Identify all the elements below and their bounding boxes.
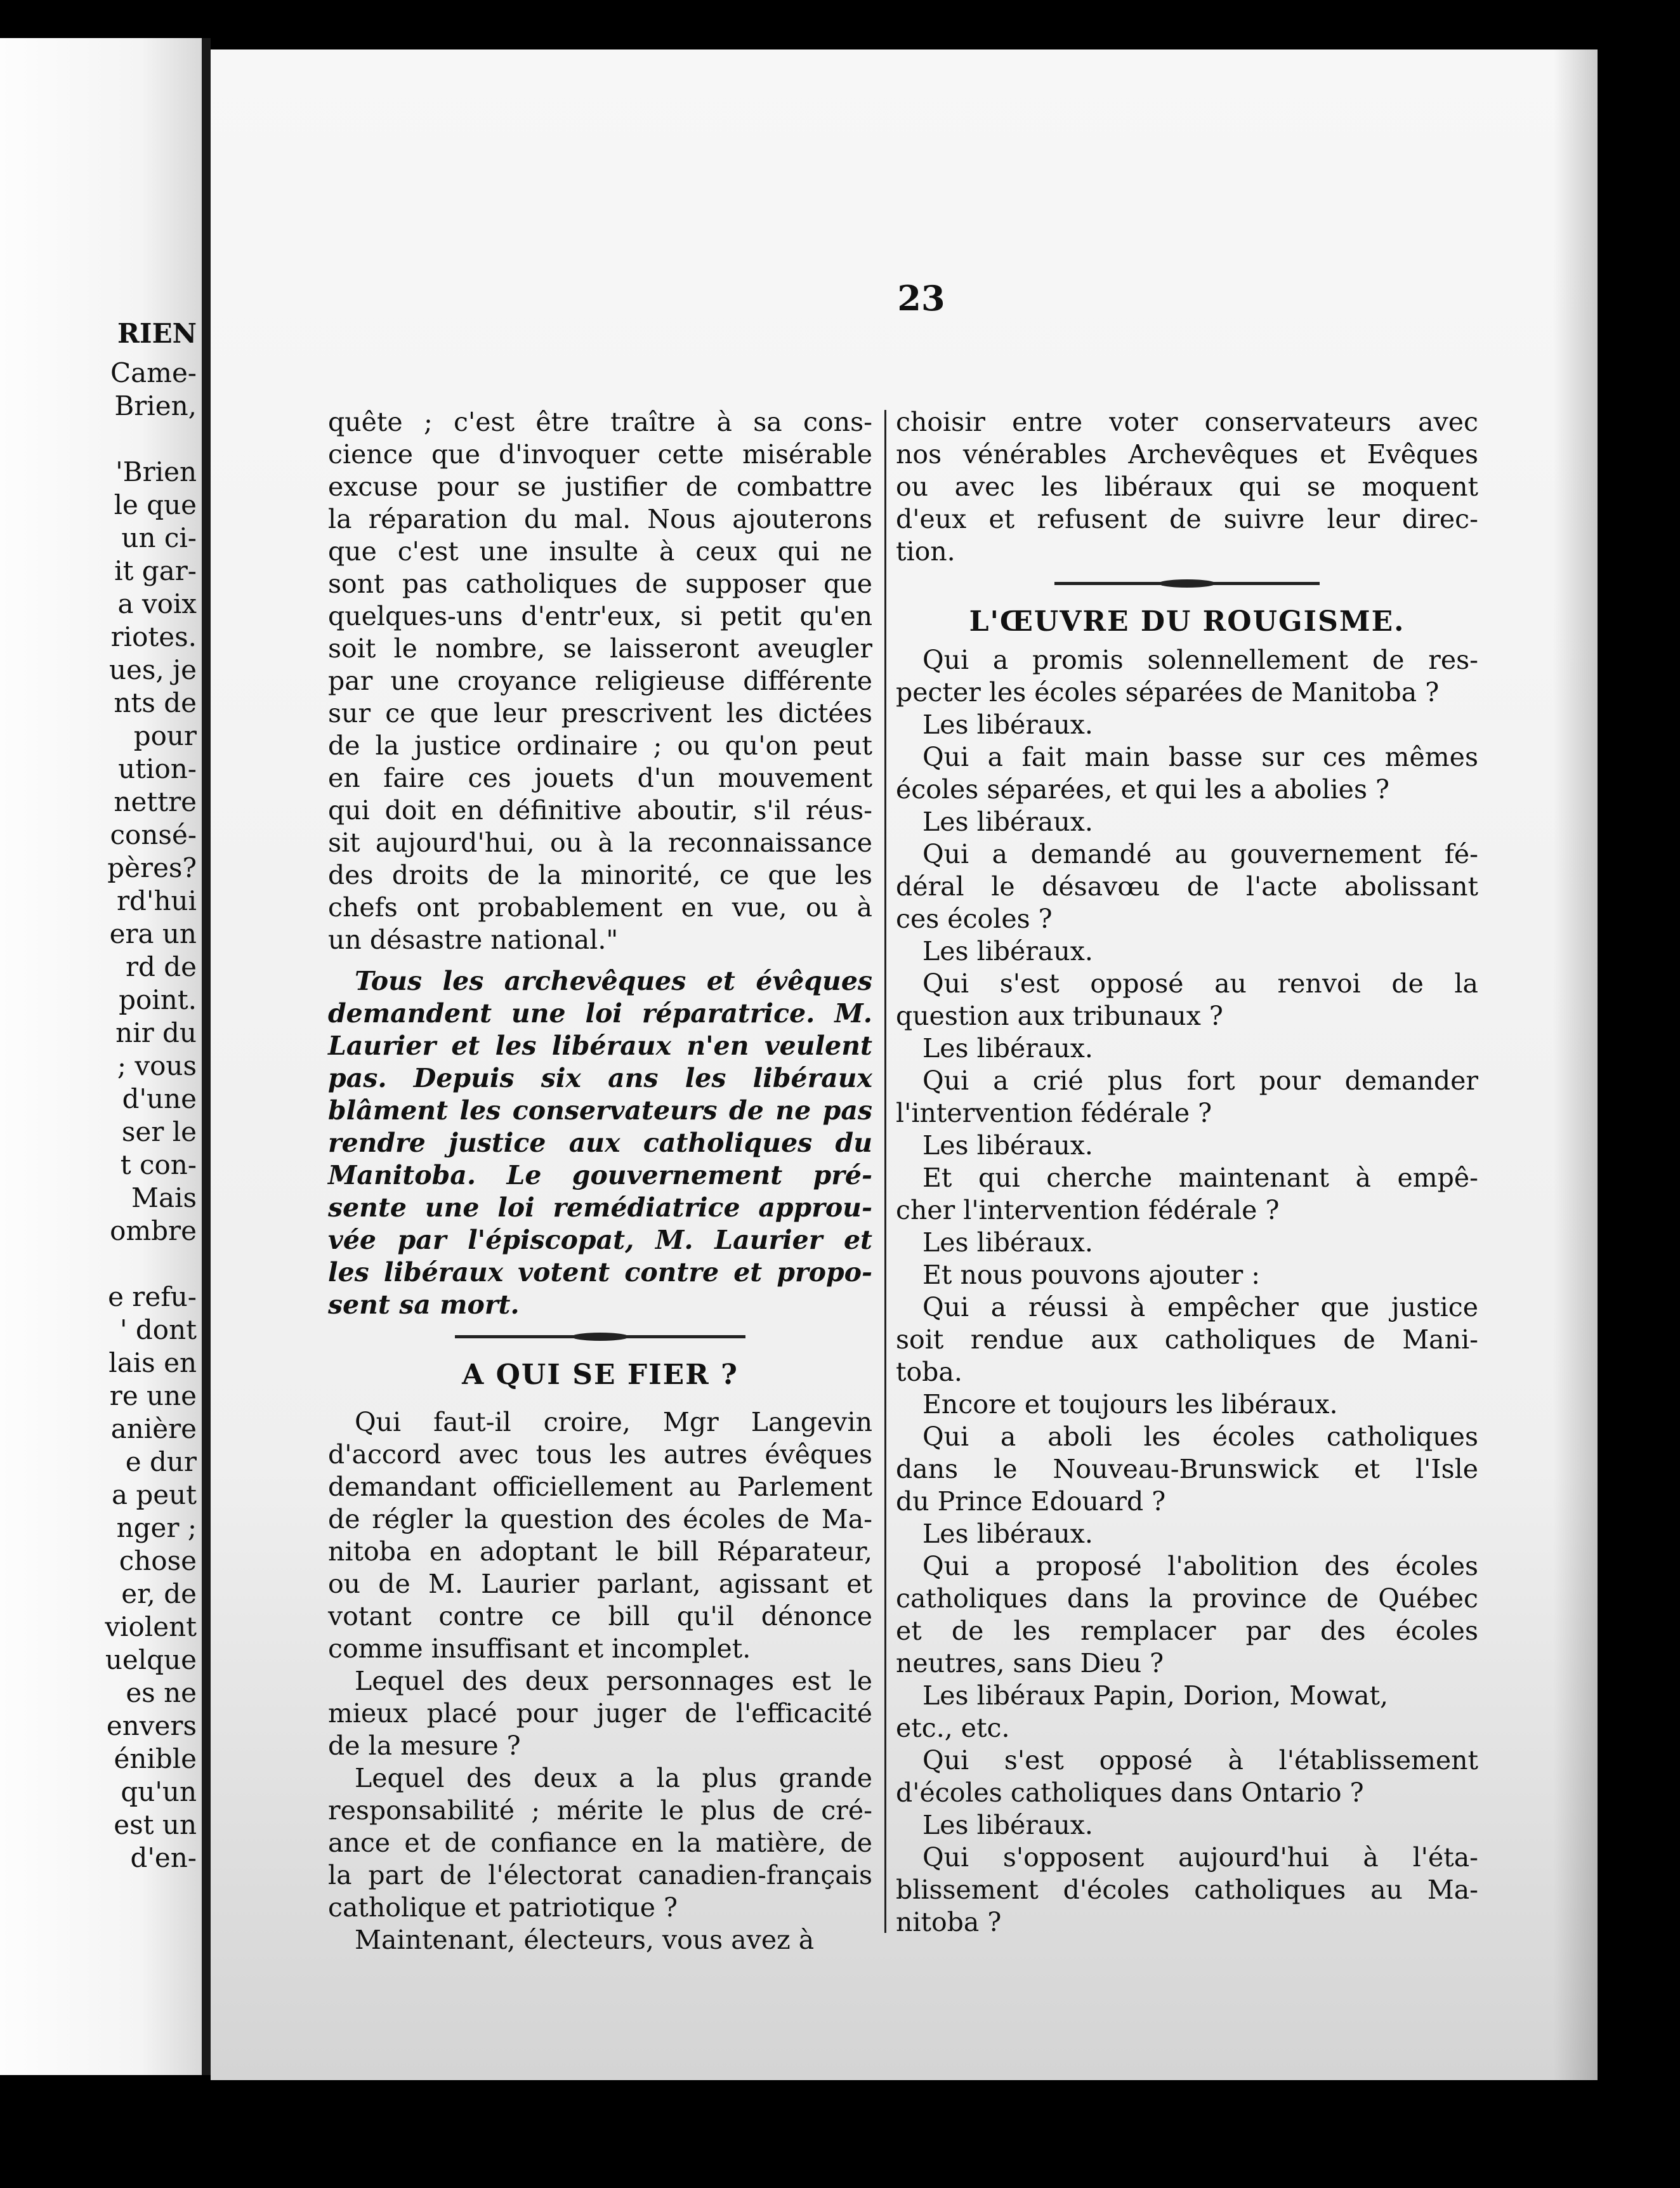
text-line: Les libéraux.	[922, 936, 1093, 966]
text-line: Qui faut-il croire, Mgr Langevin	[355, 1407, 872, 1437]
text-line: chefs ont probablement en vue, ou à	[328, 892, 872, 923]
text-line: nos vénérables Archevêques et Evêques	[896, 439, 1478, 470]
text-line: blissement d'écoles catholiques au Ma-	[896, 1875, 1478, 1905]
text-line: sur ce que leur prescrivent les dictées	[328, 698, 872, 728]
text-line: en faire ces jouets d'un mouvement	[328, 763, 872, 793]
facing-page-line: Brien,	[114, 390, 197, 421]
text-line: votant contre ce bill qu'il dénonce	[328, 1601, 872, 1631]
ornamental-rule	[896, 568, 1478, 600]
facing-page-line: anière	[110, 1413, 197, 1444]
text-line: ces écoles ?	[896, 904, 1053, 934]
facing-page-line: Mais	[131, 1182, 197, 1213]
text-line: Lequel des deux a la plus grande	[355, 1763, 872, 1793]
text-line: pas. Depuis six ans les libéraux	[328, 1063, 872, 1093]
text-line: la part de l'électorat canadien-français	[328, 1860, 872, 1890]
facing-page-line: envers	[106, 1710, 197, 1741]
facing-page-line: est un	[114, 1809, 197, 1840]
text-line: cience que d'invoquer cette misérable	[328, 439, 872, 470]
text-line: Qui s'est opposé au renvoi de la	[922, 968, 1478, 999]
text-line: etc., etc.	[896, 1713, 1010, 1743]
facing-page-line: ser le	[121, 1116, 197, 1147]
facing-page-line: nger ;	[116, 1512, 197, 1543]
facing-page-line: RIEN	[117, 318, 197, 349]
text-line: Les libéraux Papin, Dorion, Mowat,	[922, 1680, 1389, 1711]
text-line: déral le désavœu de l'acte abolissant	[896, 871, 1478, 902]
text-line: quelques-uns d'entr'eux, si petit qu'en	[328, 601, 872, 631]
facing-page-line: ues, je	[108, 654, 197, 685]
text-line: dans le Nouveau-Brunswick et l'Isle	[896, 1454, 1478, 1484]
text-line: nitoba ?	[896, 1907, 1002, 1937]
text-line: catholique et patriotique ?	[328, 1892, 678, 1923]
text-line: Laurier et les libéraux n'en veulent	[328, 1031, 872, 1061]
facing-page-line: nettre	[114, 786, 197, 817]
text-line: sente une loi remédiatrice approu-	[328, 1192, 872, 1223]
document-page	[211, 49, 1598, 2080]
text-line: Les libéraux.	[922, 1033, 1093, 1064]
facing-page-line: uelque	[105, 1644, 197, 1675]
text-line: ance et de confiance en la matière, de	[328, 1828, 872, 1858]
facing-page-line: es ne	[126, 1677, 197, 1708]
facing-page-line: lais en	[108, 1347, 197, 1378]
text-line: demandant officiellement au Parlement	[328, 1472, 872, 1502]
text-line: soit rendue aux catholiques de Mani-	[896, 1324, 1478, 1355]
text-line: d'accord avec tous les autres évêques	[328, 1439, 872, 1470]
facing-page-line: consé-	[110, 819, 197, 850]
text-line: nitoba en adoptant le bill Réparateur,	[328, 1536, 872, 1567]
facing-page-line: chose	[119, 1545, 197, 1576]
text-line: qui doit en définitive aboutir, s'il réus-	[328, 795, 872, 826]
text-line: un désastre national."	[328, 925, 619, 955]
page-gutter	[202, 38, 211, 2075]
facing-page-line: pères?	[107, 852, 197, 883]
text-line: et de les remplacer par des écoles	[896, 1616, 1478, 1646]
facing-page-line: violent	[105, 1611, 197, 1642]
text-line: Qui a réussi à empêcher que justice	[922, 1292, 1478, 1322]
text-line: Qui a proposé l'abolition des écoles	[922, 1551, 1478, 1581]
text-line: Les libéraux.	[922, 1810, 1093, 1840]
facing-page-line: ; vous	[117, 1050, 197, 1081]
text-line: vée par l'épiscopat, M. Laurier et	[328, 1225, 872, 1255]
facing-page-line: 'Brien	[115, 456, 197, 487]
qa-list	[896, 644, 1478, 1939]
text-line: Maintenant, électeurs, vous avez à	[355, 1925, 815, 1955]
facing-page-line: point.	[119, 984, 197, 1015]
facing-page-line: énible	[114, 1743, 197, 1774]
facing-page-line: rd de	[125, 951, 197, 982]
text-line: ou de M. Laurier parlant, agissant et	[328, 1569, 872, 1599]
text-line: les libéraux votent contre et propo-	[328, 1257, 872, 1288]
section-heading: L'ŒUVRE DU ROUGISME.	[969, 605, 1405, 638]
facing-page-line: riotes.	[110, 621, 197, 652]
text-line: Les libéraux.	[922, 709, 1093, 740]
facing-page-line: it gar-	[114, 555, 197, 586]
text-line: du Prince Edouard ?	[896, 1486, 1166, 1517]
text-line: ou avec les libéraux qui se moquent	[896, 471, 1478, 502]
facing-page-line: ' dont	[120, 1314, 197, 1345]
text-line: Manitoba. Le gouvernement pré-	[328, 1160, 872, 1190]
text-line: Tous les archevêques et évêques	[355, 966, 872, 996]
text-line: la réparation du mal. Nous ajouterons	[328, 504, 872, 534]
text-line: de la mesure ?	[328, 1730, 521, 1761]
text-line: Qui a promis solennellement de res-	[922, 645, 1478, 675]
text-line: écoles séparées, et qui les a abolies ?	[896, 774, 1389, 805]
text-line: soit le nombre, se laisseront aveugler	[328, 633, 872, 664]
text-line: excuse pour se justifier de combattre	[328, 471, 872, 502]
facing-page-line: rd'hui	[116, 885, 197, 916]
page-edge-shadow	[1553, 49, 1598, 2080]
text-line: Qui a crié plus fort pour demander	[922, 1065, 1478, 1096]
column-divider	[884, 410, 886, 1933]
text-line: comme insuffisant et incomplet.	[328, 1633, 751, 1664]
paragraph	[328, 406, 872, 956]
facing-page-line: un ci-	[121, 522, 197, 553]
text-line: Qui a aboli les écoles catholiques	[922, 1421, 1478, 1452]
text-line: Qui a demandé au gouvernement fé-	[922, 839, 1478, 869]
ornamental-rule	[328, 1321, 872, 1353]
facing-page-line: le que	[114, 489, 197, 520]
text-line: sent sa mort.	[328, 1289, 520, 1320]
italic-paragraph	[328, 965, 872, 1321]
facing-page-fragment	[0, 38, 202, 2075]
paragraph	[328, 1762, 872, 1924]
text-line: que c'est une insulte à ceux qui ne	[328, 536, 872, 567]
facing-page-line: e refu-	[108, 1281, 197, 1312]
text-line: tion.	[896, 536, 955, 567]
facing-page-line: nts de	[114, 687, 197, 718]
text-line: responsabilité ; mérite le plus de cré-	[328, 1795, 872, 1826]
text-line: neutres, sans Dieu ?	[896, 1648, 1164, 1678]
facing-page-line: pour	[133, 720, 197, 751]
text-line: Encore et toujours les libéraux.	[922, 1389, 1338, 1420]
paragraph	[328, 1406, 872, 1665]
right-column	[896, 406, 1478, 1939]
facing-page-line: nir du	[115, 1017, 197, 1048]
text-line: d'écoles catholiques dans Ontario ?	[896, 1777, 1364, 1808]
text-line: Les libéraux.	[922, 1519, 1093, 1549]
text-line: par une croyance religieuse différente	[328, 666, 872, 696]
text-line: rendre justice aux catholiques du	[328, 1128, 872, 1158]
facing-page-line: t con-	[120, 1149, 197, 1180]
text-line: Et qui cherche maintenant à empê-	[922, 1163, 1478, 1193]
text-line: Les libéraux.	[922, 1130, 1093, 1161]
text-line: Et nous pouvons ajouter :	[922, 1260, 1261, 1290]
facing-page-line: era un	[109, 918, 197, 949]
text-line: quête ; c'est être traître à sa cons-	[328, 407, 872, 437]
text-line: blâment les conservateurs de ne pas	[328, 1095, 872, 1126]
facing-page-line: re une	[109, 1380, 197, 1411]
text-line: Qui s'opposent aujourd'hui à l'éta-	[922, 1842, 1478, 1873]
section-heading: A QUI SE FIER ?	[462, 1359, 738, 1391]
text-line: l'intervention fédérale ?	[896, 1098, 1212, 1128]
text-line: d'eux et refusent de suivre leur direc-	[896, 504, 1478, 534]
text-line: de la justice ordinaire ; ou qu'on peut	[328, 730, 872, 761]
text-line: Qui s'est opposé à l'établissement	[922, 1745, 1478, 1776]
text-line: cher l'intervention fédérale ?	[896, 1195, 1280, 1225]
text-line: toba.	[896, 1357, 962, 1387]
text-line: catholiques dans la province de Québec	[896, 1583, 1478, 1614]
facing-page-line: a peut	[111, 1479, 197, 1510]
facing-page-line: Came-	[110, 357, 197, 388]
text-line: de régler la question des écoles de Ma-	[328, 1504, 872, 1534]
facing-page-line: ution-	[118, 753, 197, 784]
text-line: choisir entre voter conservateurs avec	[896, 407, 1478, 437]
left-column	[328, 406, 872, 1956]
text-line: des droits de la minorité, ce que les	[328, 860, 872, 890]
facing-page-line: a voix	[117, 588, 197, 619]
text-line: sont pas catholiques de supposer que	[328, 569, 872, 599]
page-number: 23	[897, 278, 945, 319]
text-line: demandent une loi réparatrice. M.	[328, 998, 872, 1029]
text-line: Les libéraux.	[922, 807, 1093, 837]
text-line: sit aujourd'hui, ou à la reconnaissance	[328, 827, 872, 858]
facing-page-line: e dur	[125, 1446, 197, 1477]
paragraph	[328, 1924, 872, 1956]
facing-page-line: qu'un	[121, 1776, 197, 1807]
paragraph	[328, 1665, 872, 1762]
text-line: Lequel des deux personnages est le	[355, 1666, 872, 1696]
facing-page-line: d'une	[122, 1083, 197, 1114]
paragraph	[896, 406, 1478, 568]
text-line: pecter les écoles séparées de Manitoba ?	[896, 677, 1440, 708]
facing-page-line: d'en-	[130, 1842, 197, 1873]
text-line: mieux placé pour juger de l'efficacité	[328, 1698, 872, 1729]
facing-page-line: er, de	[121, 1578, 197, 1609]
text-line: Les libéraux.	[922, 1227, 1093, 1258]
text-line: Qui a fait main basse sur ces mêmes	[922, 742, 1478, 772]
facing-page-line: ombre	[110, 1215, 197, 1246]
text-line: question aux tribunaux ?	[896, 1001, 1223, 1031]
